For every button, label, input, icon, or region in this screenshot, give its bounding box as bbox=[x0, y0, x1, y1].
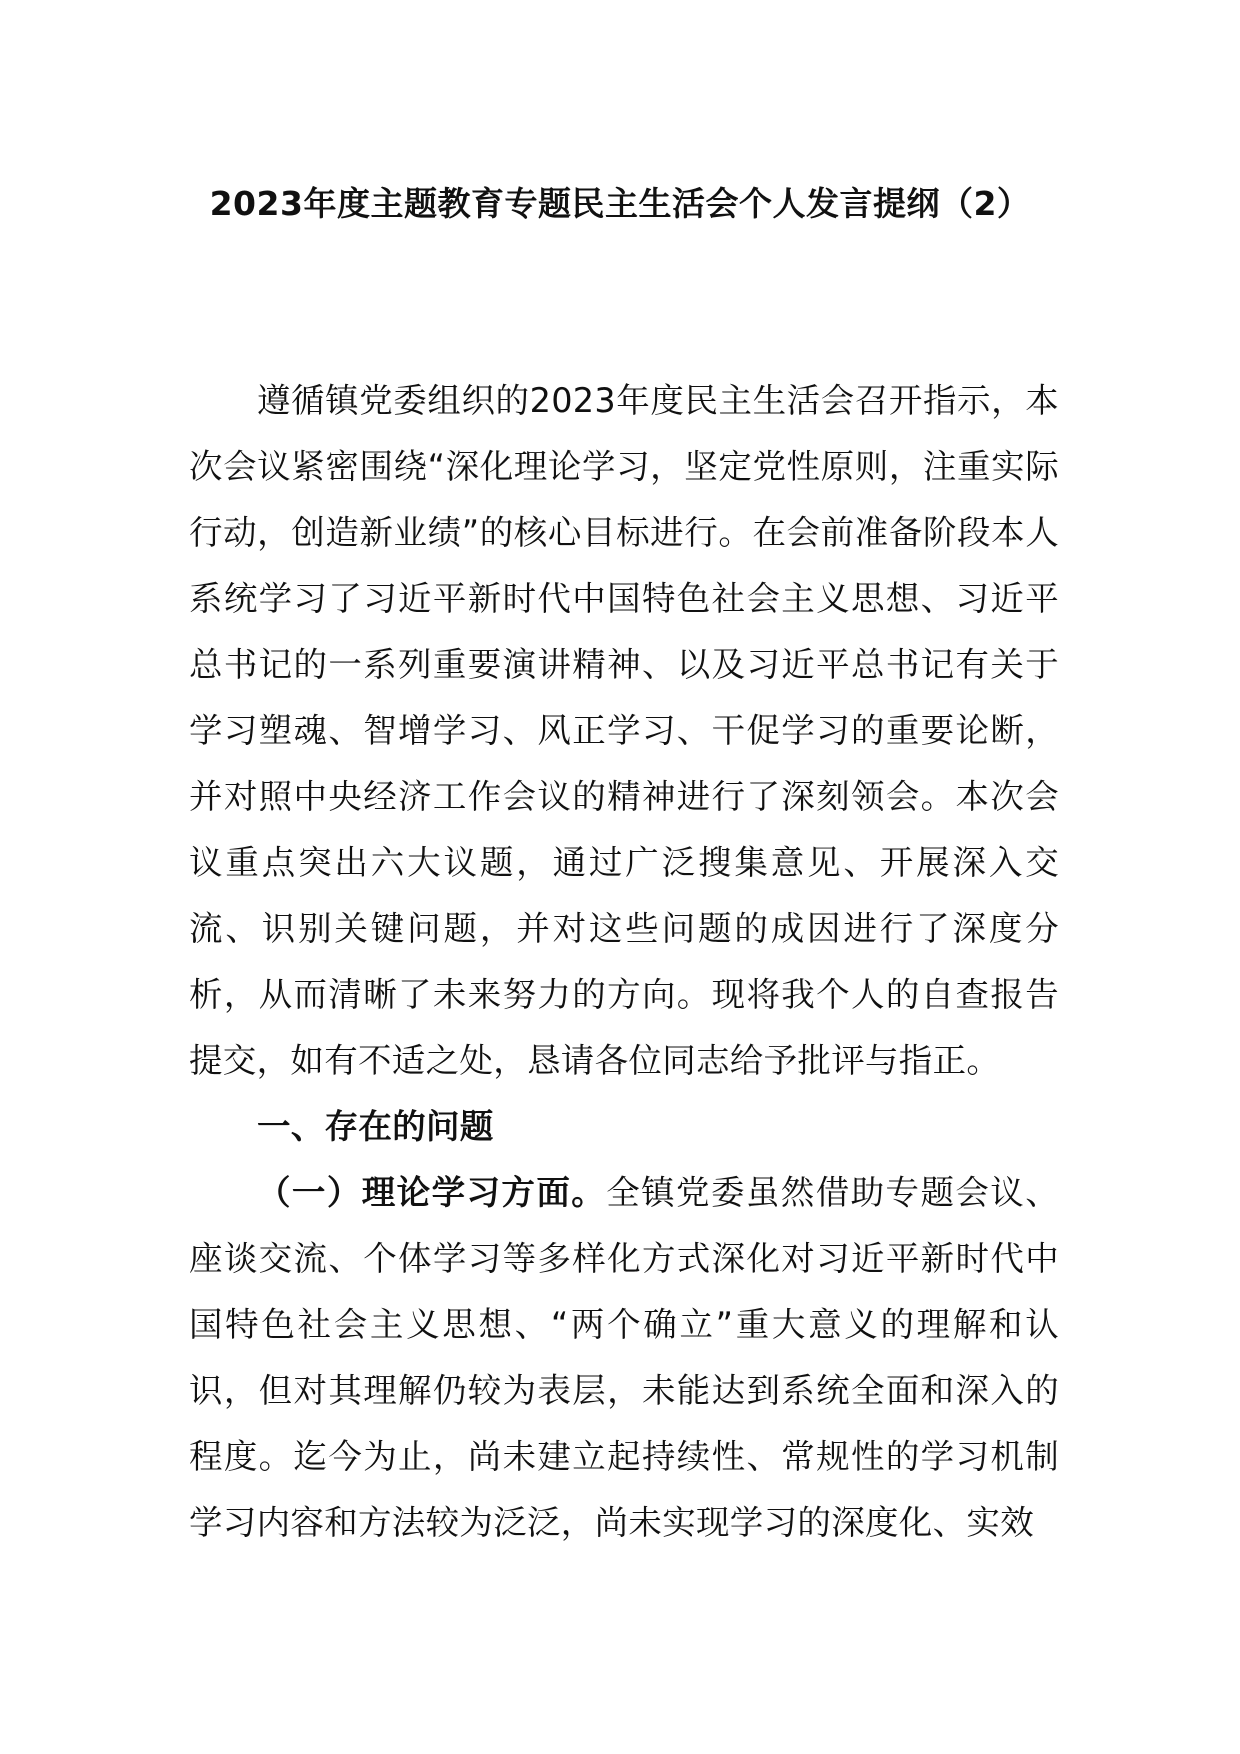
document-body bbox=[189, 368, 1059, 1556]
document-title: 2023年度主题教育专题民主生活会个人发言提纲（2） bbox=[209, 184, 1031, 223]
subsection-paragraph bbox=[189, 1160, 1059, 1556]
subsection-text: 全镇党委虽然借助专题会议、座谈交流、个体学习等多样化方式深化对习近平新时代中国特色社会主义思想、“两个确立”重大意义的理解和认识，但对其理解仍较为表层，未能达到系统全面和深入的程度。迄今为止，尚未建立起持续性、常规性的学习机制学习内容和方法较为泛泛，尚未实现学习的深度化、实效 bbox=[189, 1173, 1060, 1542]
intro-paragraph: 遵循镇党委组织的2023年度民主生活会召开指示，本次会议紧密围绕“深化理论学习，坚定党性原则，注重实际行动，创造新业绩”的核心目标进行。在会前准备阶段本人系统学习了习近平新时代中国特色社会主义思想、习近平总书记的一系列重要演讲精神、以及习近平总书记有关于学习塑魂、智增学习、风正学习、干促学习的重要论断，并对照中央经济工作会议的精神进行了深刻领会。本次会议重点突出六大议题，通过广泛搜集意见、开展深入交流、识别关键问题，并对这些问题的成因进行了深度分析，从而清晰了未来努力的方向。现将我个人的自查报告提交，如有不适之处，恳请各位同志给予批评与指正。 bbox=[189, 381, 1059, 1080]
subsection-heading: （一）理论学习方面。 bbox=[257, 1173, 607, 1212]
section-heading: 一、存在的问题 bbox=[257, 1107, 494, 1146]
